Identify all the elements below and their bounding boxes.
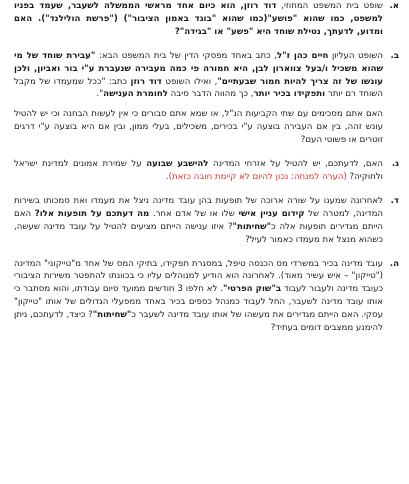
question-e-text xyxy=(14,258,383,335)
text-segment: שלו או של אדם אחר. xyxy=(149,208,239,219)
question-b xyxy=(14,50,399,102)
text-segment: ? כיצד, לדעתכם, ניתן להימנע ממצבים דומים בעתיד? xyxy=(14,310,383,334)
question-a xyxy=(14,0,399,39)
text-segment-bold: דוד רוזן xyxy=(130,76,162,87)
text-segment: ". xyxy=(96,89,104,100)
question-a-text xyxy=(14,0,383,39)
text-segment-bold: "שחיתות" xyxy=(232,221,272,232)
text-segment-bold: להישבע שבועה xyxy=(146,159,209,170)
text-segment-bold: קידום עניין אישי xyxy=(238,208,305,219)
question-b-followup xyxy=(14,108,399,147)
question-b-followup-text xyxy=(14,108,383,147)
text-segment: , כתב באחד מפסקי הדין של בית המשפט הבא: xyxy=(95,50,277,61)
question-d-text xyxy=(14,195,383,247)
text-segment: שופט בית המשפט המחוזי, xyxy=(276,1,384,11)
item-marker: ד. xyxy=(390,195,399,206)
item-marker: א. xyxy=(389,1,399,11)
text-segment: השופט העליון xyxy=(328,50,384,61)
text-segment: כתב: "ככל שמעמדו של מקבל השוחד רם יותר xyxy=(14,76,383,100)
text-segment: האם הייתם מגדירים תופעות אלה כ xyxy=(14,208,383,232)
item-marker: ה. xyxy=(389,258,399,269)
text-segment-bold: דוד רוזן xyxy=(243,1,277,11)
text-segment: , ואילו השופט xyxy=(161,76,218,87)
question-c xyxy=(14,158,399,184)
facilitator-note: (הערה למנחה: נכון להיום לא קיימת חובה כזאת). xyxy=(165,171,347,182)
text-segment: על שמירת אמונים למדינת ישראל ולחוקיה? xyxy=(14,159,383,182)
text-segment-bold: ב"שוק הפרטי" xyxy=(222,284,282,295)
text-segment: . לא חלפו 3 חודשים ממועד סיום עבודתו, והוא מסתבר כי אותו עובד מדינה לשעבר, החל לעבוד כמנהל כספים בכיר באחד ממפעלי הגדולים של אותו "טייקון" עסקי. האם הייתם מגדירים את מעשהו של אותו עובד מדינה לשעבר כ xyxy=(14,284,383,321)
text-segment: ? איזו ענישה הייתם מציעים להטיל על עובד מדינה שעשה, כשהוא מנצל את מעמדו כאמור לעיל? xyxy=(14,221,383,245)
text-segment-bold: "שחיתות" xyxy=(92,310,132,321)
question-b-text xyxy=(14,50,383,102)
text-segment-bold: ותפקידו בכיר יותר xyxy=(253,89,326,100)
text-segment-bold: מה דעתכם על תופעות אלו? xyxy=(34,208,150,219)
question-e xyxy=(14,258,399,335)
question-c-text xyxy=(14,158,383,184)
text-segment-bold: לחומרת הענישה xyxy=(103,89,168,100)
quote-bold: "עבירת שוחד של מי שהוא משכיל ו/בעל צווארון לבן, היא חמורה פי כמה מעבירה שנעברת ע"י בור ואביון, ולכן עונשו של זה צריך להיות חמור שבעתיים" xyxy=(14,50,384,87)
text-segment: האם, לדעתכם, יש להטיל על אזרחי המדינה xyxy=(208,159,383,170)
item-marker: ג. xyxy=(391,159,399,170)
question-d xyxy=(14,195,399,247)
text-segment: האם אתם מסכימים עם שתי הקביעות הנ"ל, או שמא אתם סבורים כי אין לעשות הבחנה וכי יש להטיל עונש זהה, בין אם העבירה בוצעה ע"י בכירים, משכילים, בעלי ממון, ובין אם היא בוצעה ע"י דרגים זוטרים או פשוטי העם? xyxy=(14,109,383,146)
text-segment-bold: חיים כהן ז"ל xyxy=(276,50,329,61)
text-segment: עובד מדינה בכיר במשרדי מס הכנסה טיפל, במסגרת תפקידו, בתיקי המס של אחד מ"טייקוני" המדינה ("טייקון" – איש עשיר מאוד). לאחרונה הוא הודיע למנוהלים עליו כי בכוונתו להתפטר משירות הציבורי כעובד מדינה ולעבור לעבוד xyxy=(14,258,384,295)
text-segment-bold: , הוא כיום אחד מראשי הממשלה לשעבר, שעמד בפניו למשפט, כמו שהוא "פושע"(כמו שהוא "בוגד באמון הציבור") ("פרשת הולילנד"). האם ומדוע, לדעתך, נטילת שוחד היא "פשע" או "בגידה"? xyxy=(14,1,383,37)
item-marker: ב. xyxy=(390,50,399,61)
text-segment: , כך מהווה הדבר סיבה xyxy=(167,89,254,100)
text-segment: לאחרונה שמענו על שורה ארוכה של תופעות בהן עובד מדינה ניצל את מעמדו ואת סמכותו בשירות המדינה, למטרה של xyxy=(14,195,384,219)
